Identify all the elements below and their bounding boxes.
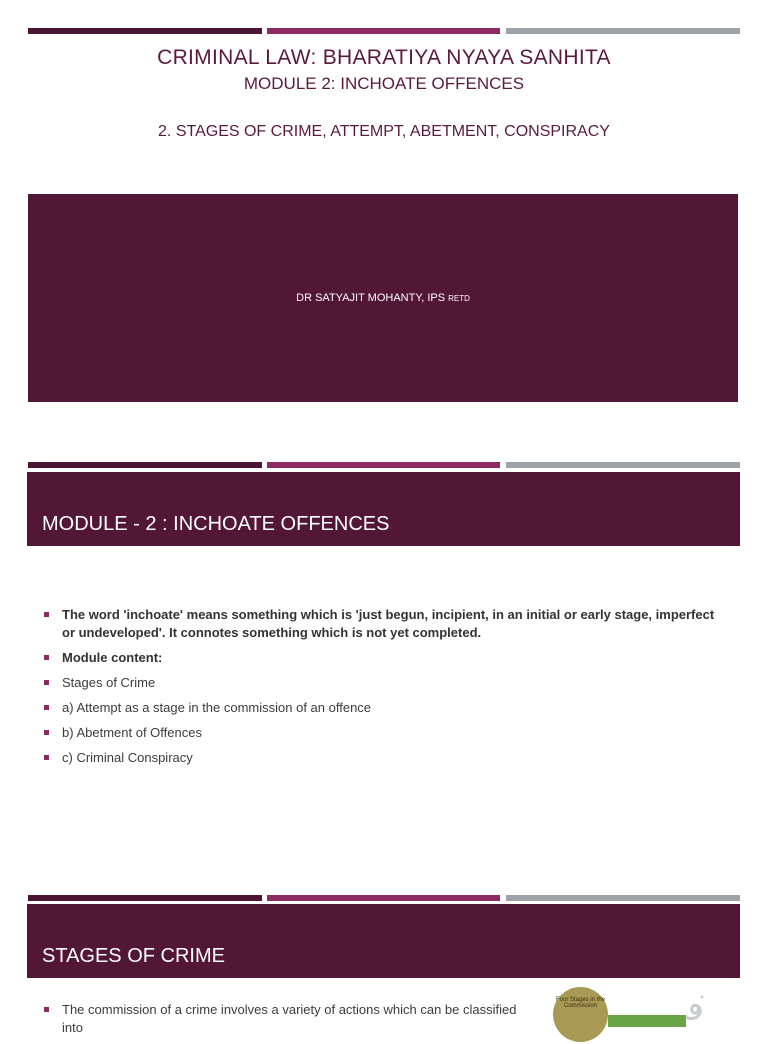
list-item-text: Module content:	[62, 650, 163, 665]
slide-heading: MODULE - 2 : INCHOATE OFFENCES	[42, 513, 390, 535]
diagram-label: Four Stages in the Commission	[555, 997, 606, 1009]
stripe-mid	[267, 462, 500, 468]
stripe-mid	[267, 28, 500, 34]
stripe-dark	[28, 462, 262, 468]
stages-diagram-circle	[553, 987, 608, 1042]
list-item	[44, 1001, 524, 1037]
stages-slide	[0, 893, 768, 1035]
list-item	[44, 749, 716, 767]
list-item	[44, 649, 716, 667]
author-panel	[28, 194, 738, 402]
accent-stripes	[28, 28, 740, 34]
bullet-icon	[44, 655, 49, 660]
list-item	[44, 699, 716, 717]
author-suffix: RETD	[448, 293, 470, 303]
slide-header	[27, 904, 740, 978]
bullet-list	[44, 1001, 524, 1044]
slide-heading: STAGES OF CRIME	[42, 945, 225, 967]
accent-stripes	[28, 462, 740, 468]
stripe-grey	[506, 462, 740, 468]
slide-subtitle: MODULE 2: INCHOATE OFFENCES	[243, 74, 525, 93]
bullet-icon	[44, 730, 49, 735]
bullet-icon	[44, 705, 49, 710]
list-item-text: The word 'inchoate' means something which is 'just begun, incipient, in an initial or early stage, imperfect or undeveloped'. It connotes something which is not yet completed.	[62, 607, 715, 640]
stages-diagram-bar	[608, 1015, 686, 1027]
accent-stripes	[28, 895, 740, 901]
list-item-text: a) Attempt as a stage in the commission of an offence	[62, 700, 372, 715]
list-item-text: c) Criminal Conspiracy	[62, 750, 193, 765]
bullet-icon	[44, 680, 49, 685]
title-slide	[0, 0, 768, 420]
stripe-grey	[506, 895, 740, 901]
bullet-list	[44, 606, 716, 774]
list-item	[44, 724, 716, 742]
list-item	[44, 606, 716, 642]
slide-title: CRIMINAL LAW: BHARATIYA NYAYA SANHITA	[157, 46, 611, 69]
list-item-text: b) Abetment of Offences	[62, 725, 202, 740]
bullet-icon	[44, 755, 49, 760]
list-item-text: The commission of a crime involves a variety of actions which can be classified into	[62, 1002, 517, 1035]
list-item	[44, 674, 716, 692]
list-item-text: Stages of Crime	[62, 675, 156, 690]
bullet-icon	[44, 1007, 49, 1012]
slide-stage-title: 2. STAGES OF CRIME, ATTEMPT, ABETMENT, CONSPIRACY	[158, 123, 610, 140]
stripe-dark	[28, 895, 262, 901]
stripe-grey	[506, 28, 740, 34]
stripe-dark	[28, 28, 262, 34]
slide-header	[27, 472, 740, 546]
bullet-icon	[44, 612, 49, 617]
author-name: DR SATYAJIT MOHANTY, IPS	[296, 292, 446, 304]
swirl-icon	[682, 993, 706, 1023]
module-slide	[0, 460, 768, 880]
stripe-mid	[267, 895, 500, 901]
